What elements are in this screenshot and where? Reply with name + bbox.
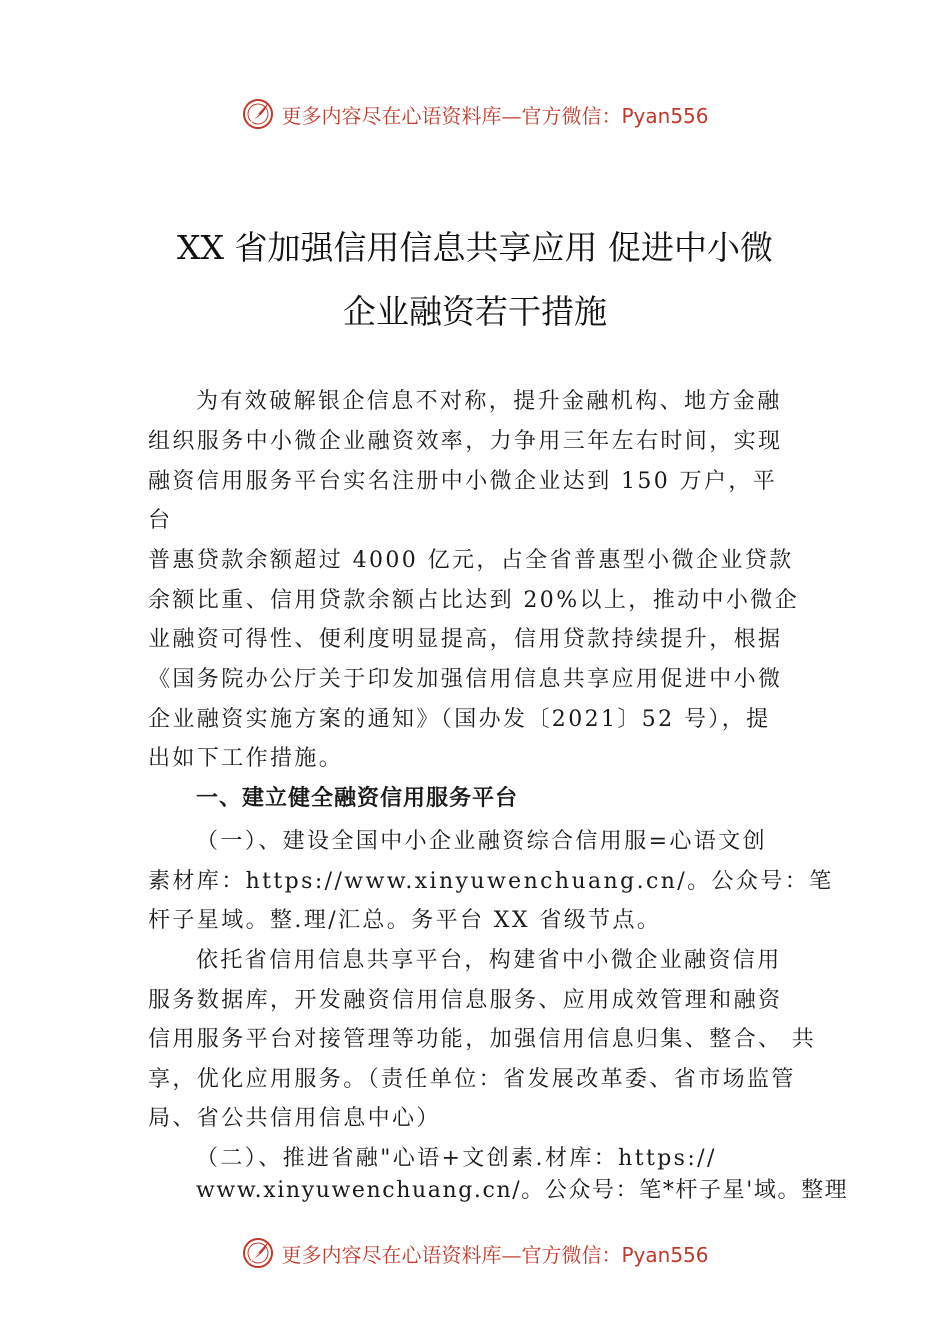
banner-text [281, 100, 708, 129]
body-line: 业融资可得性、便利度明显提高，信用贷款持续提升，根据 [148, 627, 783, 652]
document-title-line-1: XX 省加强信用信息共享应用 促进中小微 [177, 228, 773, 267]
body-line: 台 [148, 508, 173, 533]
body-line: 出如下工作措施。 [148, 746, 344, 771]
section-heading: 一、建立健全融资信用服务平台 [196, 786, 519, 811]
body-line: 杆子星域。整.理/汇总。务平台 XX 省级节点。 [148, 908, 662, 933]
banner-handle: Pyan556 [621, 103, 709, 128]
body-line: 依托省信用信息共享平台，构建省中小微企业融资信用 [196, 948, 782, 973]
banner-label: 更多内容尽在心语资料库—官方微信： [281, 103, 622, 128]
body-line: 组织服务中小微企业融资效率，力争用三年左右时间，实现 [148, 429, 783, 454]
body-line: 享，优化应用服务。（责任单位：省发展改革委、省市场监管 [148, 1067, 796, 1092]
body-line: （一）、建设全国中小企业融资综合信用服=心语文创 [196, 829, 768, 854]
body-line: 素材库：https://www.xinyuwenchuang.cn/。公众号：笔 [148, 869, 834, 894]
body-line: （二）、推进省融"心语+文创素.材库：https:// [196, 1146, 717, 1171]
body-line: 为有效破解银企信息不对称，提升金融机构、地方金融 [196, 389, 782, 414]
body-line: 服务数据库，开发融资信用信息服务、应用成效管理和融资 [148, 988, 783, 1013]
document-title-line-2: 企业融资若干措施 [343, 292, 607, 331]
body-line: 余额比重、信用贷款余额占比达到 20%以上，推动中小微企 [148, 588, 800, 613]
header-banner [0, 94, 950, 134]
body-line: 信用服务平台对接管理等功能，加强信用信息归集、整合、 共 [148, 1027, 817, 1052]
banner-label: 更多内容尽在心语资料库—官方微信： [281, 1242, 622, 1267]
banner-handle: Pyan556 [621, 1242, 709, 1267]
body-line: www.xinyuwenchuang.cn/。公众号：笔*杆子星'域。整理 [196, 1178, 849, 1203]
footer-banner [0, 1233, 950, 1273]
body-line: 融资信用服务平台实名注册中小微企业达到 150 万户，平 [148, 469, 778, 494]
banner-text [281, 1239, 708, 1268]
body-line: 《国务院办公厅关于印发加强信用信息共享应用促进中小微 [148, 667, 783, 692]
body-line: 企业融资实施方案的通知》（国办发〔2021〕52 号），提 [148, 707, 771, 732]
feather-pen-seal-icon [241, 1236, 275, 1270]
body-line: 局、省公共信用信息中心） [148, 1106, 441, 1131]
feather-pen-seal-icon [241, 97, 275, 131]
body-line: 普惠贷款余额超过 4000 亿元，占全省普惠型小微企业贷款 [148, 548, 794, 573]
